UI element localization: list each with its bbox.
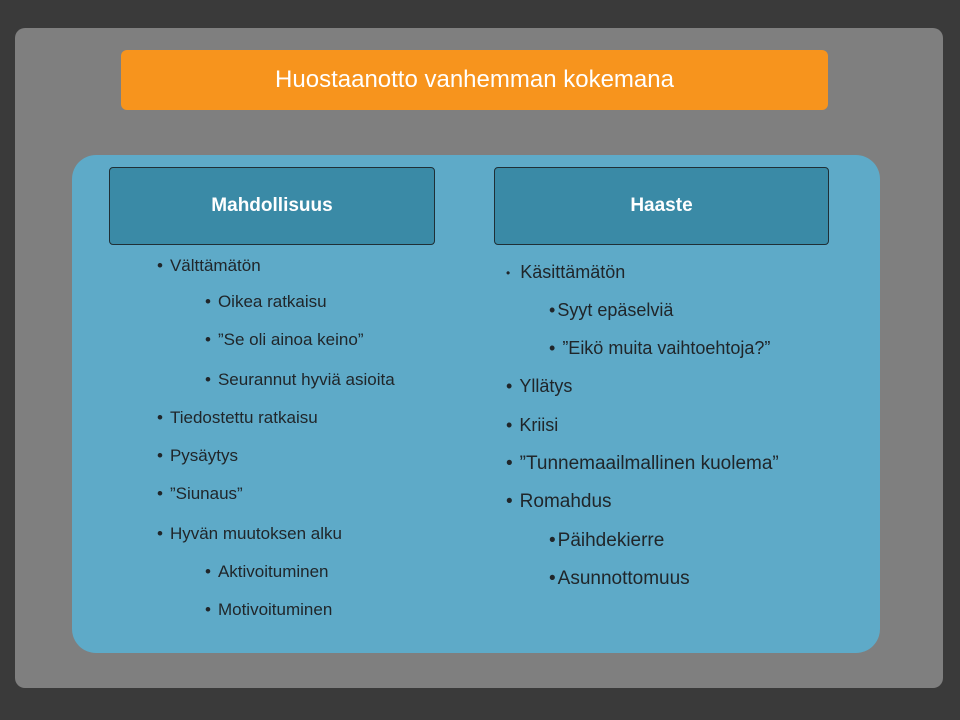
- left-item: • Hyvän muutoksen alku: [157, 524, 342, 543]
- left-subitem: • ”Se oli ainoa keino”: [205, 330, 364, 349]
- bullet-icon: •: [157, 484, 163, 503]
- left-item: • Pysäytys: [157, 446, 238, 465]
- left-subitem: • Motivoituminen: [205, 600, 333, 619]
- left-subitem: • Aktivoituminen: [205, 562, 329, 581]
- left-subitem: • Seurannut hyviä asioita: [205, 370, 395, 389]
- bullet-icon: •: [549, 300, 556, 320]
- bullet-icon: •: [506, 265, 511, 280]
- bullet-icon: •: [205, 562, 211, 581]
- right-subitem: • Syyt epäselviä: [549, 300, 674, 320]
- bullet-icon: •: [205, 370, 211, 389]
- bullet-icon: •: [506, 491, 513, 512]
- bullet-icon: •: [506, 453, 513, 474]
- right-item: • Romahdus: [506, 491, 612, 512]
- bullet-icon: •: [506, 415, 513, 435]
- left-item: • Välttämätön: [157, 256, 261, 275]
- bullet-icon: •: [205, 600, 211, 619]
- slide-title: Huostaanotto vanhemman kokemana: [121, 50, 828, 110]
- left-item: • ”Siunaus”: [157, 484, 243, 503]
- right-subitem: • Päihdekierre: [549, 530, 665, 551]
- left-item: • Tiedostettu ratkaisu: [157, 408, 318, 427]
- right-item: • Käsittämätön: [506, 262, 626, 282]
- bullet-icon: •: [506, 376, 513, 396]
- right-item: • Kriisi: [506, 415, 559, 435]
- right-subitem: • ”Eikö muita vaihtoehtoja?”: [549, 338, 771, 358]
- bullet-icon: •: [205, 292, 211, 311]
- right-subitem: • Asunnottomuus: [549, 568, 690, 589]
- right-item: • Yllätys: [506, 376, 573, 396]
- heading-haaste: Haaste: [494, 167, 829, 245]
- bullet-icon: •: [157, 256, 163, 275]
- bullet-icon: •: [157, 524, 163, 543]
- bullet-icon: •: [157, 446, 163, 465]
- bullet-icon: •: [157, 408, 163, 427]
- right-item: • ”Tunnemaailmallinen kuolema”: [506, 453, 779, 474]
- bullet-icon: •: [549, 338, 556, 358]
- bullet-icon: •: [549, 530, 556, 551]
- heading-mahdollisuus: Mahdollisuus: [109, 167, 435, 245]
- bullet-icon: •: [205, 330, 211, 349]
- left-subitem: • Oikea ratkaisu: [205, 292, 327, 311]
- bullet-icon: •: [549, 568, 556, 589]
